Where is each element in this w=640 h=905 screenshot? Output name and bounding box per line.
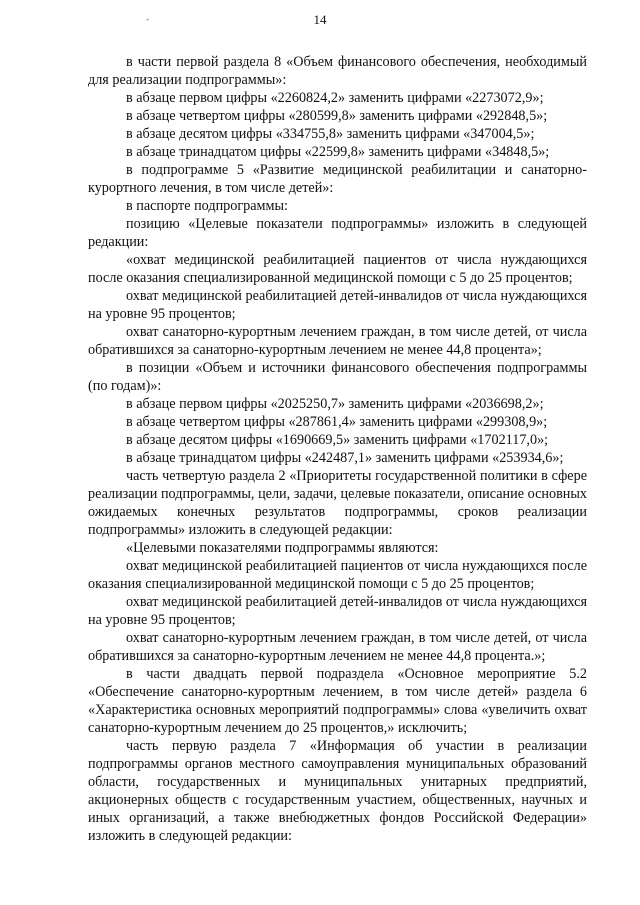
paragraph: «охват медицинской реабилитацией пациентов от числа нуждающихся после оказания специализированной медицинской помощи с 5 до 25 процентов;: [88, 252, 587, 286]
paragraph: «Целевыми показателями подпрограммы являются:: [126, 540, 439, 556]
paragraph: в части первой раздела 8 «Объем финансового обеспечения, необходимый для реализации подпрограммы»:: [88, 54, 587, 88]
paragraph: в абзаце десятом цифры «334755,8» заменить цифрами «347004,5»;: [126, 126, 535, 142]
paragraph: в абзаце четвертом цифры «280599,8» заменить цифрами «292848,5»;: [126, 108, 548, 124]
paragraph: охват медицинской реабилитацией детей-инвалидов от числа нуждающихся на уровне 95 процентов;: [88, 288, 587, 322]
paragraph: позицию «Целевые показатели подпрограммы» изложить в следующей редакции:: [88, 216, 587, 250]
page-number: 14: [313, 12, 327, 27]
paragraph: охват санаторно-курортным лечением граждан, в том числе детей, от числа обратившихся за санаторно-курортным лечением не менее 44,8 процента.»;: [88, 630, 587, 664]
paragraph: в подпрограмме 5 «Развитие медицинской реабилитации и санаторно-курортного лечения, в том числе детей»:: [88, 162, 587, 196]
paragraph: в абзаце тринадцатом цифры «242487,1» заменить цифрами «253934,6»;: [126, 450, 564, 466]
paragraph: охват санаторно-курортным лечением граждан, в том числе детей, от числа обратившихся за санаторно-курортным лечением не менее 44,8 процента»;: [88, 324, 587, 358]
paragraph: в абзаце первом цифры «2260824,2» заменить цифрами «2273072,9»;: [126, 90, 544, 106]
paragraph: в абзаце четвертом цифры «287861,4» заменить цифрами «299308,9»;: [126, 414, 548, 430]
paragraph: часть четвертую раздела 2 «Приоритеты государственной политики в сфере реализации подпрограммы, цели, задачи, целевые показатели, описание основных ожидаемых конечных результатов подпрограммы, сроков реализации подпрограммы» изложить в следующей редакции:: [88, 468, 587, 538]
paragraph: в части двадцать первой подраздела «Основное мероприятие 5.2 «Обеспечение санаторно-курортным лечением, в том числе детей» раздела 6 «Характеристика основных мероприятий подпрограммы» слова «увеличить охват санаторно-курортным лечением до 25 процентов,» исключить;: [88, 666, 587, 736]
paragraph: в паспорте подпрограммы:: [126, 198, 288, 214]
paragraph: в абзаце первом цифры «2025250,7» заменить цифрами «2036698,2»;: [126, 396, 544, 412]
paragraph: в абзаце десятом цифры «1690669,5» заменить цифрами «1702117,0»;: [126, 432, 549, 448]
document-body: [88, 53, 587, 845]
paragraph: часть первую раздела 7 «Информация об участии в реализации подпрограммы органов местного самоуправления муниципальных образований области, государственных и муниципальных унитарных предприятий, акционерных обществ с государственным участием, общественных, научных и иных организаций, а также внебюджетных фондов Российской Федерации» изложить в следующей редакции:: [88, 738, 587, 844]
paragraph: в позиции «Объем и источники финансового обеспечения подпрограммы (по годам)»:: [88, 360, 587, 394]
paragraph: охват медицинской реабилитацией пациентов от числа нуждающихся после оказания специализированной медицинской помощи с 5 до 25 процентов;: [88, 558, 587, 592]
corner-mark: -: [146, 14, 149, 24]
paragraph: охват медицинской реабилитацией детей-инвалидов от числа нуждающихся на уровне 95 процентов;: [88, 594, 587, 628]
paragraph: в абзаце тринадцатом цифры «22599,8» заменить цифрами «34848,5»;: [126, 144, 550, 160]
